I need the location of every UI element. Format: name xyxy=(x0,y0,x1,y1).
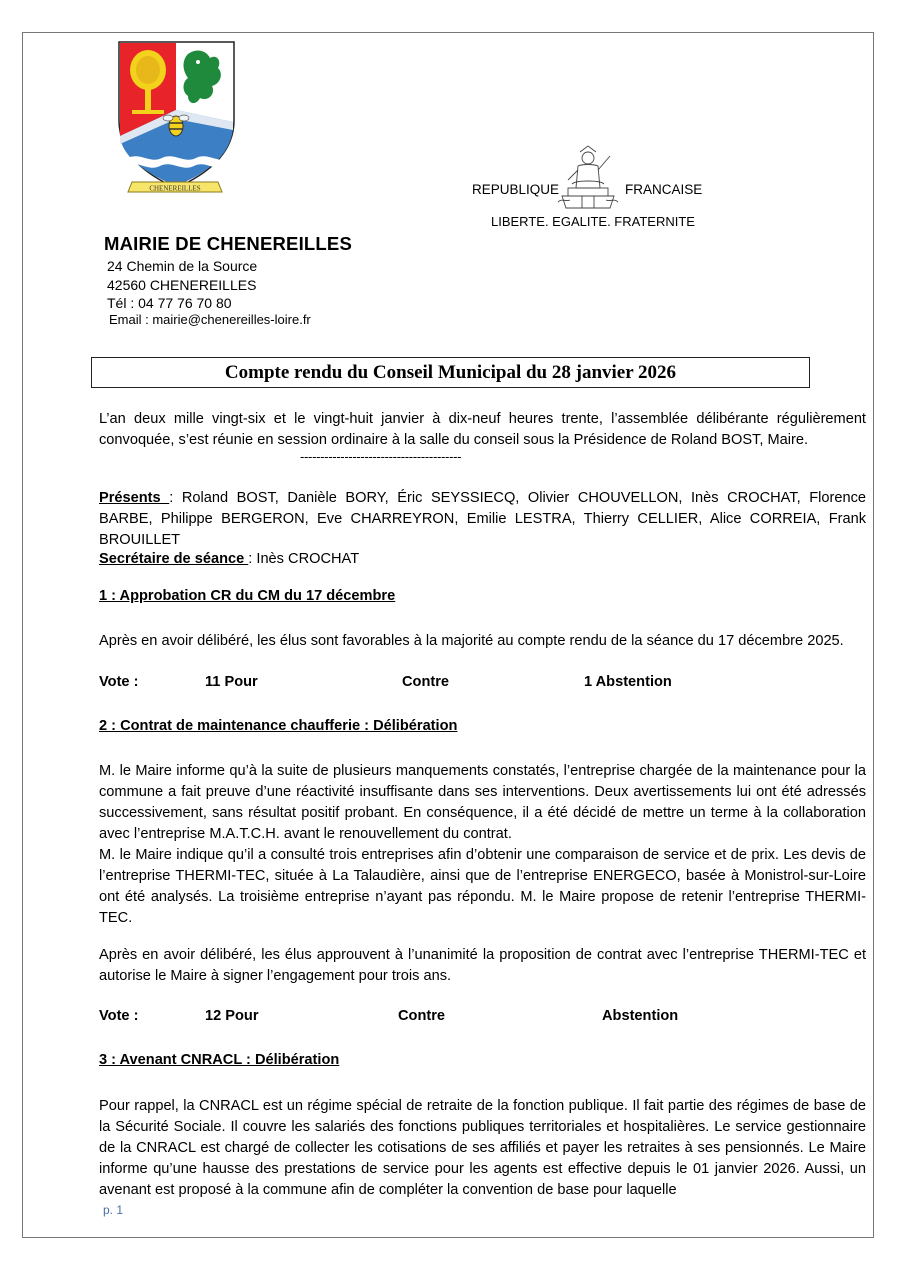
republic-text: REPUBLIQUE xyxy=(472,182,560,197)
vote-pour: 11 Pour xyxy=(205,674,258,690)
marianne-emblem-icon xyxy=(552,144,624,212)
section-2-paragraph-2: M. le Maire indique qu’il a consulté trois entreprises afin d’obtenir une comparaison de service et de prix. Les devis de l’entreprise THERMI-TEC, située à La Talaudière, ainsi que de l’entreprise ENERGECO, basée à Monistrol-sur-Loire ont été analysés. La troisième entreprise n’ayant pas répondu. M. le Maire propose de retenir l’entreprise THERMI-TEC. xyxy=(99,847,866,926)
secretary-line xyxy=(99,549,866,570)
vote-label: Vote : xyxy=(99,674,139,690)
intro-paragraph: L’an deux mille vingt-six et le vingt-huit janvier à dix-neuf heures trente, l’assemblée délibérante régulièrement convoquée, s’est réunie en session ordinaire à la salle du conseil sous la Présidence de Roland BOST, Maire. xyxy=(99,411,866,448)
republic-motto: LIBERTE. EGALITE. FRATERNITE xyxy=(491,214,695,229)
section-1-vote xyxy=(99,674,866,695)
vote-pour: 12 Pour xyxy=(205,1008,259,1024)
vote-label: Vote : xyxy=(99,1008,139,1024)
address-street: 24 Chemin de la Source xyxy=(107,258,258,274)
crest-banner-text: CHENEREILLES xyxy=(149,184,201,193)
section-3-heading: 3 : Avenant CNRACL : Délibération xyxy=(99,1052,340,1068)
attendees-paragraph xyxy=(99,488,866,551)
vote-contre: Contre xyxy=(398,1008,446,1024)
section-2-heading: 2 : Contrat de maintenance chaufferie : Délibération xyxy=(99,718,458,734)
vote-abstention: Abstention xyxy=(602,1008,679,1024)
secretary-label: Secrétaire de séance xyxy=(99,551,249,567)
page-number: p. 1 xyxy=(103,1203,124,1217)
vote-contre: Contre xyxy=(402,674,450,690)
section-2-vote xyxy=(99,1008,866,1029)
section-2-paragraph-3: Après en avoir délibéré, les élus approuvent à l’unanimité la proposition de contrat avec l’entreprise THERMI-TEC et autorise le Maire à signer l’engagement pour trois ans. xyxy=(99,947,866,984)
address-city: 42560 CHENEREILLES xyxy=(107,277,257,293)
vote-abstention: 1 Abstention xyxy=(584,674,672,690)
email-address: Email : mairie@chenereilles-loire.fr xyxy=(109,312,311,327)
section-1-paragraph: Après en avoir délibéré, les élus sont favorables à la majorité au compte rendu de la séance du 17 décembre 2025. xyxy=(99,633,844,649)
separator-line: ---------------------------------------- xyxy=(300,449,462,464)
republic-block xyxy=(472,142,722,237)
section-2-paragraph-1: M. le Maire informe qu’à la suite de plusieurs manquements constatés, l’entreprise chargée de la maintenance pour la commune a fait preuve d’une réactivité insuffisante dans ses interventions. Deux avertissements lui ont été adressés successivement, sans résultat positif probant. En conséquence, il a été décidé de mettre un terme à la collaboration avec l’entreprise M.A.T.C.H. avant le renouvellement du contrat. xyxy=(99,763,866,842)
secretary-name: : Inès CROCHAT xyxy=(248,551,360,567)
presents-list: : Roland BOST, Danièle BORY, Éric SEYSSIECQ, Olivier CHOUVELLON, Inès CROCHAT, Florence BARBE, Philippe BERGERON, Eve CHARREYRON, Emilie LESTRA, Thierry CELLIER, Alice CORREIA, Frank BROUILLET xyxy=(99,490,866,548)
coat-of-arms-logo xyxy=(110,40,240,198)
presents-label: Présents xyxy=(99,490,170,506)
mairie-title: MAIRIE DE CHENEREILLES xyxy=(104,233,353,254)
phone-number: Tél : 04 77 76 70 80 xyxy=(107,295,232,311)
document-title: Compte rendu du Conseil Municipal du 28 janvier 2026 xyxy=(91,357,810,388)
section-1-heading: 1 : Approbation CR du CM du 17 décembre xyxy=(99,588,396,604)
section-3-paragraph: Pour rappel, la CNRACL est un régime spécial de retraite de la fonction publique. Il fait partie des régimes de base de la Sécurité Sociale. Il couvre les salariés des fonctions publiques territoriales et hospitalières. Le service gestionnaire de la CNRACL est chargé de collecter les cotisations de ses affiliés et payer les retraites à ses pensionnés. Le Maire informe qu’une hausse des prestations de service pour les agents est effective depuis le 01 janvier 2026. Aussi, un avenant est proposé à la commune afin de compléter la convention de base pour laquelle xyxy=(99,1098,866,1198)
francaise-text: FRANCAISE xyxy=(625,182,703,197)
